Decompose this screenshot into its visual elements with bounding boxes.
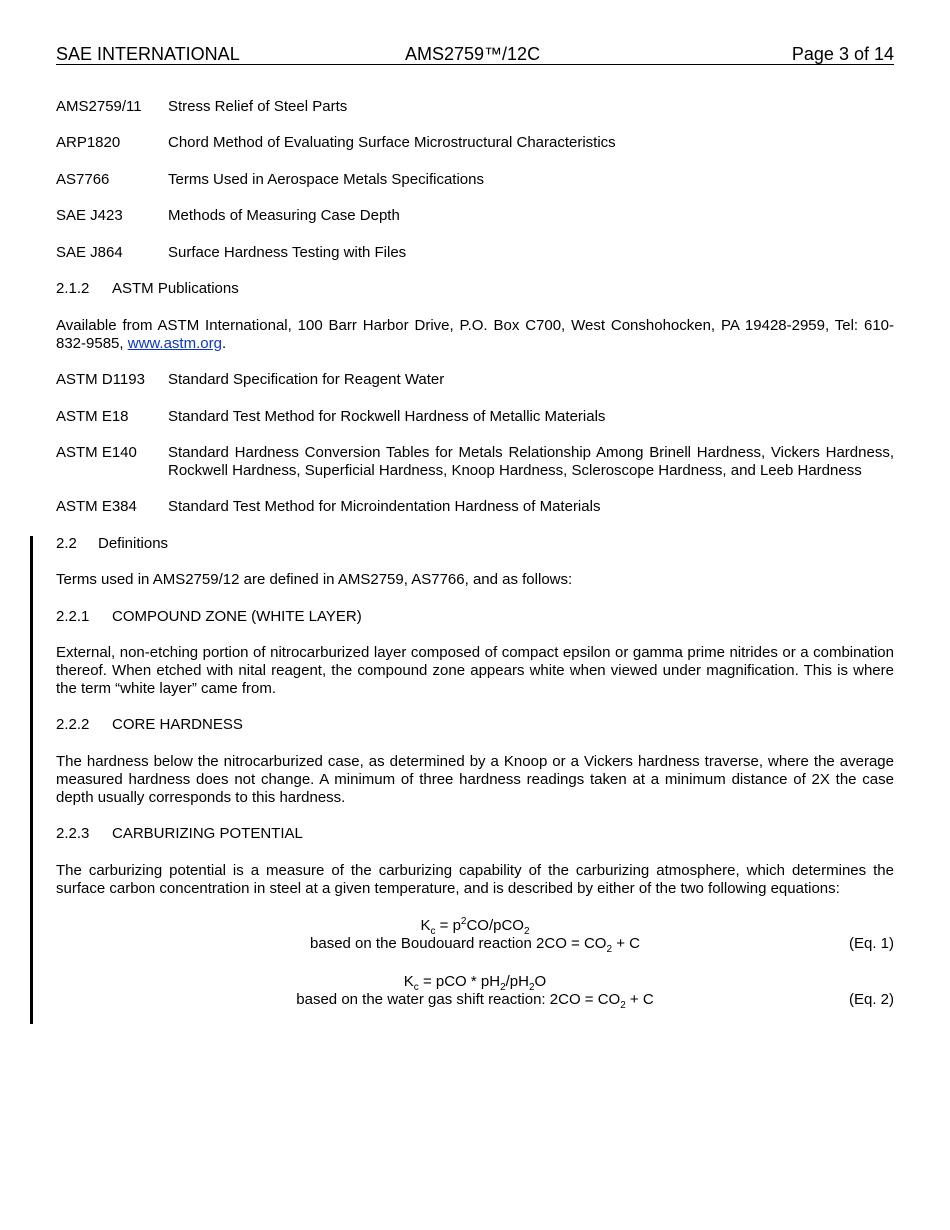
equation-formula: $K_c$ = pCO * $pH_2/pH_2O$ xyxy=(403,973,547,993)
reference-code: ASTM D1193 xyxy=(56,371,145,388)
definitions-intro: Terms used in AMS2759/12 are defined in AMS2759, AS7766, and as follows: xyxy=(56,571,573,588)
reference-title: Terms Used in Aerospace Metals Specifications xyxy=(168,171,484,188)
reference-title: Standard Hardness Conversion Tables for Metals Relationship Among Brinell Hardness, Vickers Hardness, Rockwell Hardness, Superficial Hardness, Knoop Hardness, Scleroscope Hardness, and Leeb Hardness xyxy=(168,444,894,479)
reference-code: ASTM E18 xyxy=(56,408,129,425)
reference-code: AS7766 xyxy=(56,171,110,188)
reference-title: Methods of Measuring Case Depth xyxy=(168,207,400,224)
definition-text: External, non-etching portion of nitrocarburized layer composed of compact epsilon or gamma prime nitrides or a combination thereof. When etched with nital reagent, the compound zone appears white when viewed under magnification. This is where the term “white layer” came from. xyxy=(56,644,894,697)
definition-number: 2.2.3 xyxy=(56,825,90,842)
reference-title: Standard Specification for Reagent Water xyxy=(168,371,445,388)
header-page-number: Page 3 of 14 xyxy=(791,44,894,64)
astm-website-link[interactable]: www.astm.org xyxy=(127,335,222,352)
equation-description: based on the water gas shift reaction: $2CO = CO_2 + C$ xyxy=(296,991,654,1011)
section-number: 2.2 xyxy=(56,535,77,552)
equation-number: (Eq. 1) xyxy=(848,935,894,952)
page-header xyxy=(56,44,894,65)
availability-period: . xyxy=(221,335,227,352)
reference-code: SAE J423 xyxy=(56,207,123,224)
reference-title: Standard Test Method for Microindentation Hardness of Materials xyxy=(168,498,601,515)
definition-title: CORE HARDNESS xyxy=(112,716,243,733)
header-organization: SAE INTERNATIONAL xyxy=(56,44,240,64)
revision-change-bar xyxy=(30,536,33,1024)
section-number: 2.1.2 xyxy=(56,280,90,297)
reference-code: ASTM E384 xyxy=(56,498,137,515)
reference-title: Stress Relief of Steel Parts xyxy=(168,98,348,115)
reference-code: AMS2759/11 xyxy=(56,98,142,115)
equation-description: based on the Boudouard reaction $2CO = CO_2 + C$ xyxy=(310,935,640,955)
equation-2 xyxy=(56,973,894,1009)
equation-formula: $K_c = p^2CO/pCO_2$ xyxy=(420,916,530,937)
reference-code: ASTM E140 xyxy=(56,444,137,461)
reference-title: Chord Method of Evaluating Surface Microstructural Characteristics xyxy=(168,134,616,151)
definition-number: 2.2.2 xyxy=(56,716,90,733)
section-title: ASTM Publications xyxy=(112,280,239,297)
definition-title: CARBURIZING POTENTIAL xyxy=(112,825,303,842)
definition-text: The carburizing potential is a measure of the carburizing capability of the carburizing atmosphere, which determines the surface carbon concentration in steel at a given temperature, and is described by either of the two following equations: xyxy=(56,862,894,897)
definition-number: 2.2.1 xyxy=(56,608,90,625)
reference-title: Surface Hardness Testing with Files xyxy=(168,244,407,261)
equation-number: (Eq. 2) xyxy=(848,991,894,1008)
definition-title: COMPOUND ZONE (WHITE LAYER) xyxy=(112,608,362,625)
section-title: Definitions xyxy=(98,535,169,552)
definition-text: The hardness below the nitrocarburized case, as determined by a Knoop or a Vickers hardness traverse, where the average measured hardness does not change. A minimum of three hardness readings taken at a minimum distance of 2X the case depth usually corresponds to this hardness. xyxy=(56,753,894,806)
equation-1 xyxy=(56,917,894,953)
reference-title: Standard Test Method for Rockwell Hardness of Metallic Materials xyxy=(168,408,606,425)
reference-code: SAE J864 xyxy=(56,244,123,261)
header-document-number: AMS2759™/12C xyxy=(405,44,541,64)
availability-text: Available from ASTM International, 100 Barr Harbor Drive, P.O. Box C700, West Conshohocken, PA 19428-2959, Tel: 610-832-9585, xyxy=(56,317,894,352)
reference-code: ARP1820 xyxy=(56,134,121,151)
astm-availability-paragraph xyxy=(56,317,894,353)
